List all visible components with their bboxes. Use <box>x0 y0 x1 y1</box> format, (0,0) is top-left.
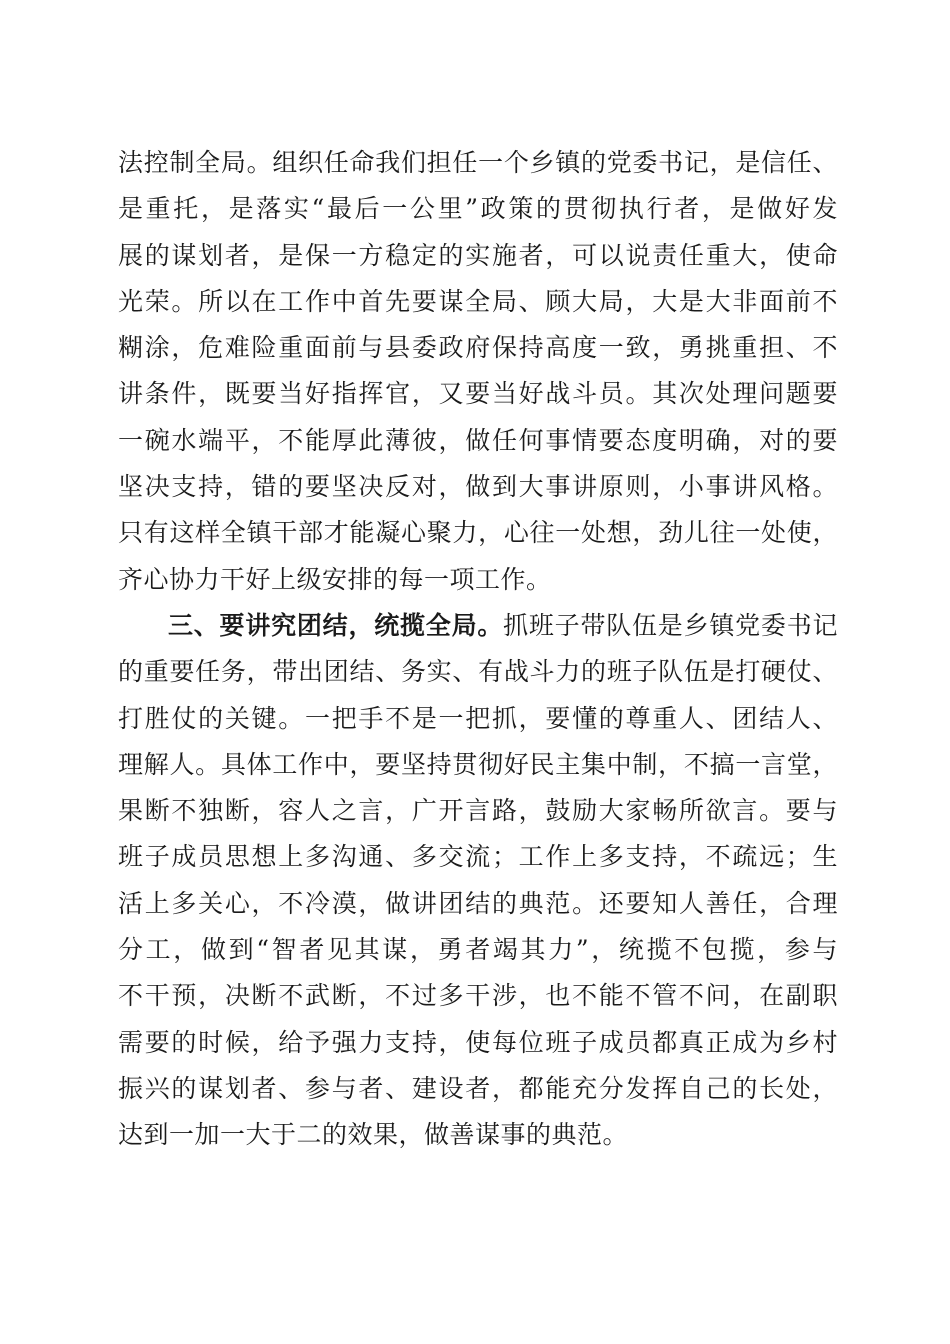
text-line: 打胜仗的关键。一把手不是一把抓，要懂的尊重人、团结人、 <box>118 703 838 733</box>
text-line: 法控制全局。组织任命我们担任一个乡镇的党委书记，是信任、 <box>118 148 838 177</box>
text-line: 理解人。具体工作中，要坚持贯彻好民主集中制，不搞一言堂， <box>118 749 838 779</box>
text-line: 坚决支持，错的要坚决反对，做到大事讲原则，小事讲风格。 <box>118 472 838 502</box>
text-line: 果断不独断，容人之言，广开言路，鼓励大家畅所欲言。要与 <box>118 796 838 826</box>
text-line: 班子成员思想上多沟通、多交流；工作上多支持，不疏远；生 <box>118 842 838 872</box>
paragraph-first-line <box>118 603 838 649</box>
paragraph-2 <box>118 603 838 1159</box>
text-line: 达到一加一大于二的效果，做善谋事的典范。 <box>118 1120 629 1150</box>
text-line: 糊涂，危难险重面前与县委政府保持高度一致，勇挑重担、不 <box>118 333 838 363</box>
document-body <box>118 140 838 1159</box>
text-line: 讲条件，既要当好指挥官，又要当好战斗员。其次处理问题要 <box>118 379 838 409</box>
text-line: 齐心协力干好上级安排的每一项工作。 <box>118 564 552 594</box>
text-line: 不干预，决断不武断，不过多干涉，也不能不管不问，在副职 <box>118 981 838 1011</box>
text-line: 是重托，是落实“最后一公里”政策的贯彻执行者，是做好发 <box>118 194 838 224</box>
text-line: 振兴的谋划者、参与者、建设者，都能充分发挥自己的长处， <box>118 1073 838 1103</box>
text-line: 光荣。所以在工作中首先要谋全局、顾大局，大是大非面前不 <box>118 286 838 316</box>
text-line: 一碗水端平，不能厚此薄彼，做任何事情要态度明确，对的要 <box>118 425 838 455</box>
heading-line-text: 抓班子带队伍是乡镇党委书记 <box>503 610 838 640</box>
text-line: 需要的时候，给予强力支持，使每位班子成员都真正成为乡村 <box>118 1027 838 1057</box>
section-heading: 三、要讲究团结，统揽全局。 <box>168 610 504 640</box>
text-line: 只有这样全镇干部才能凝心聚力，心往一处想，劲儿往一处使， <box>118 518 838 548</box>
paragraph-1 <box>118 140 838 603</box>
text-line: 的重要任务，带出团结、务实、有战斗力的班子队伍是打硬仗、 <box>118 657 838 687</box>
text-line: 活上多关心，不冷漠，做讲团结的典范。还要知人善任，合理 <box>118 888 838 918</box>
text-line: 展的谋划者，是保一方稳定的实施者，可以说责任重大，使命 <box>118 240 838 270</box>
text-line: 分工，做到“智者见其谋，勇者竭其力”，统揽不包揽，参与 <box>118 935 838 965</box>
